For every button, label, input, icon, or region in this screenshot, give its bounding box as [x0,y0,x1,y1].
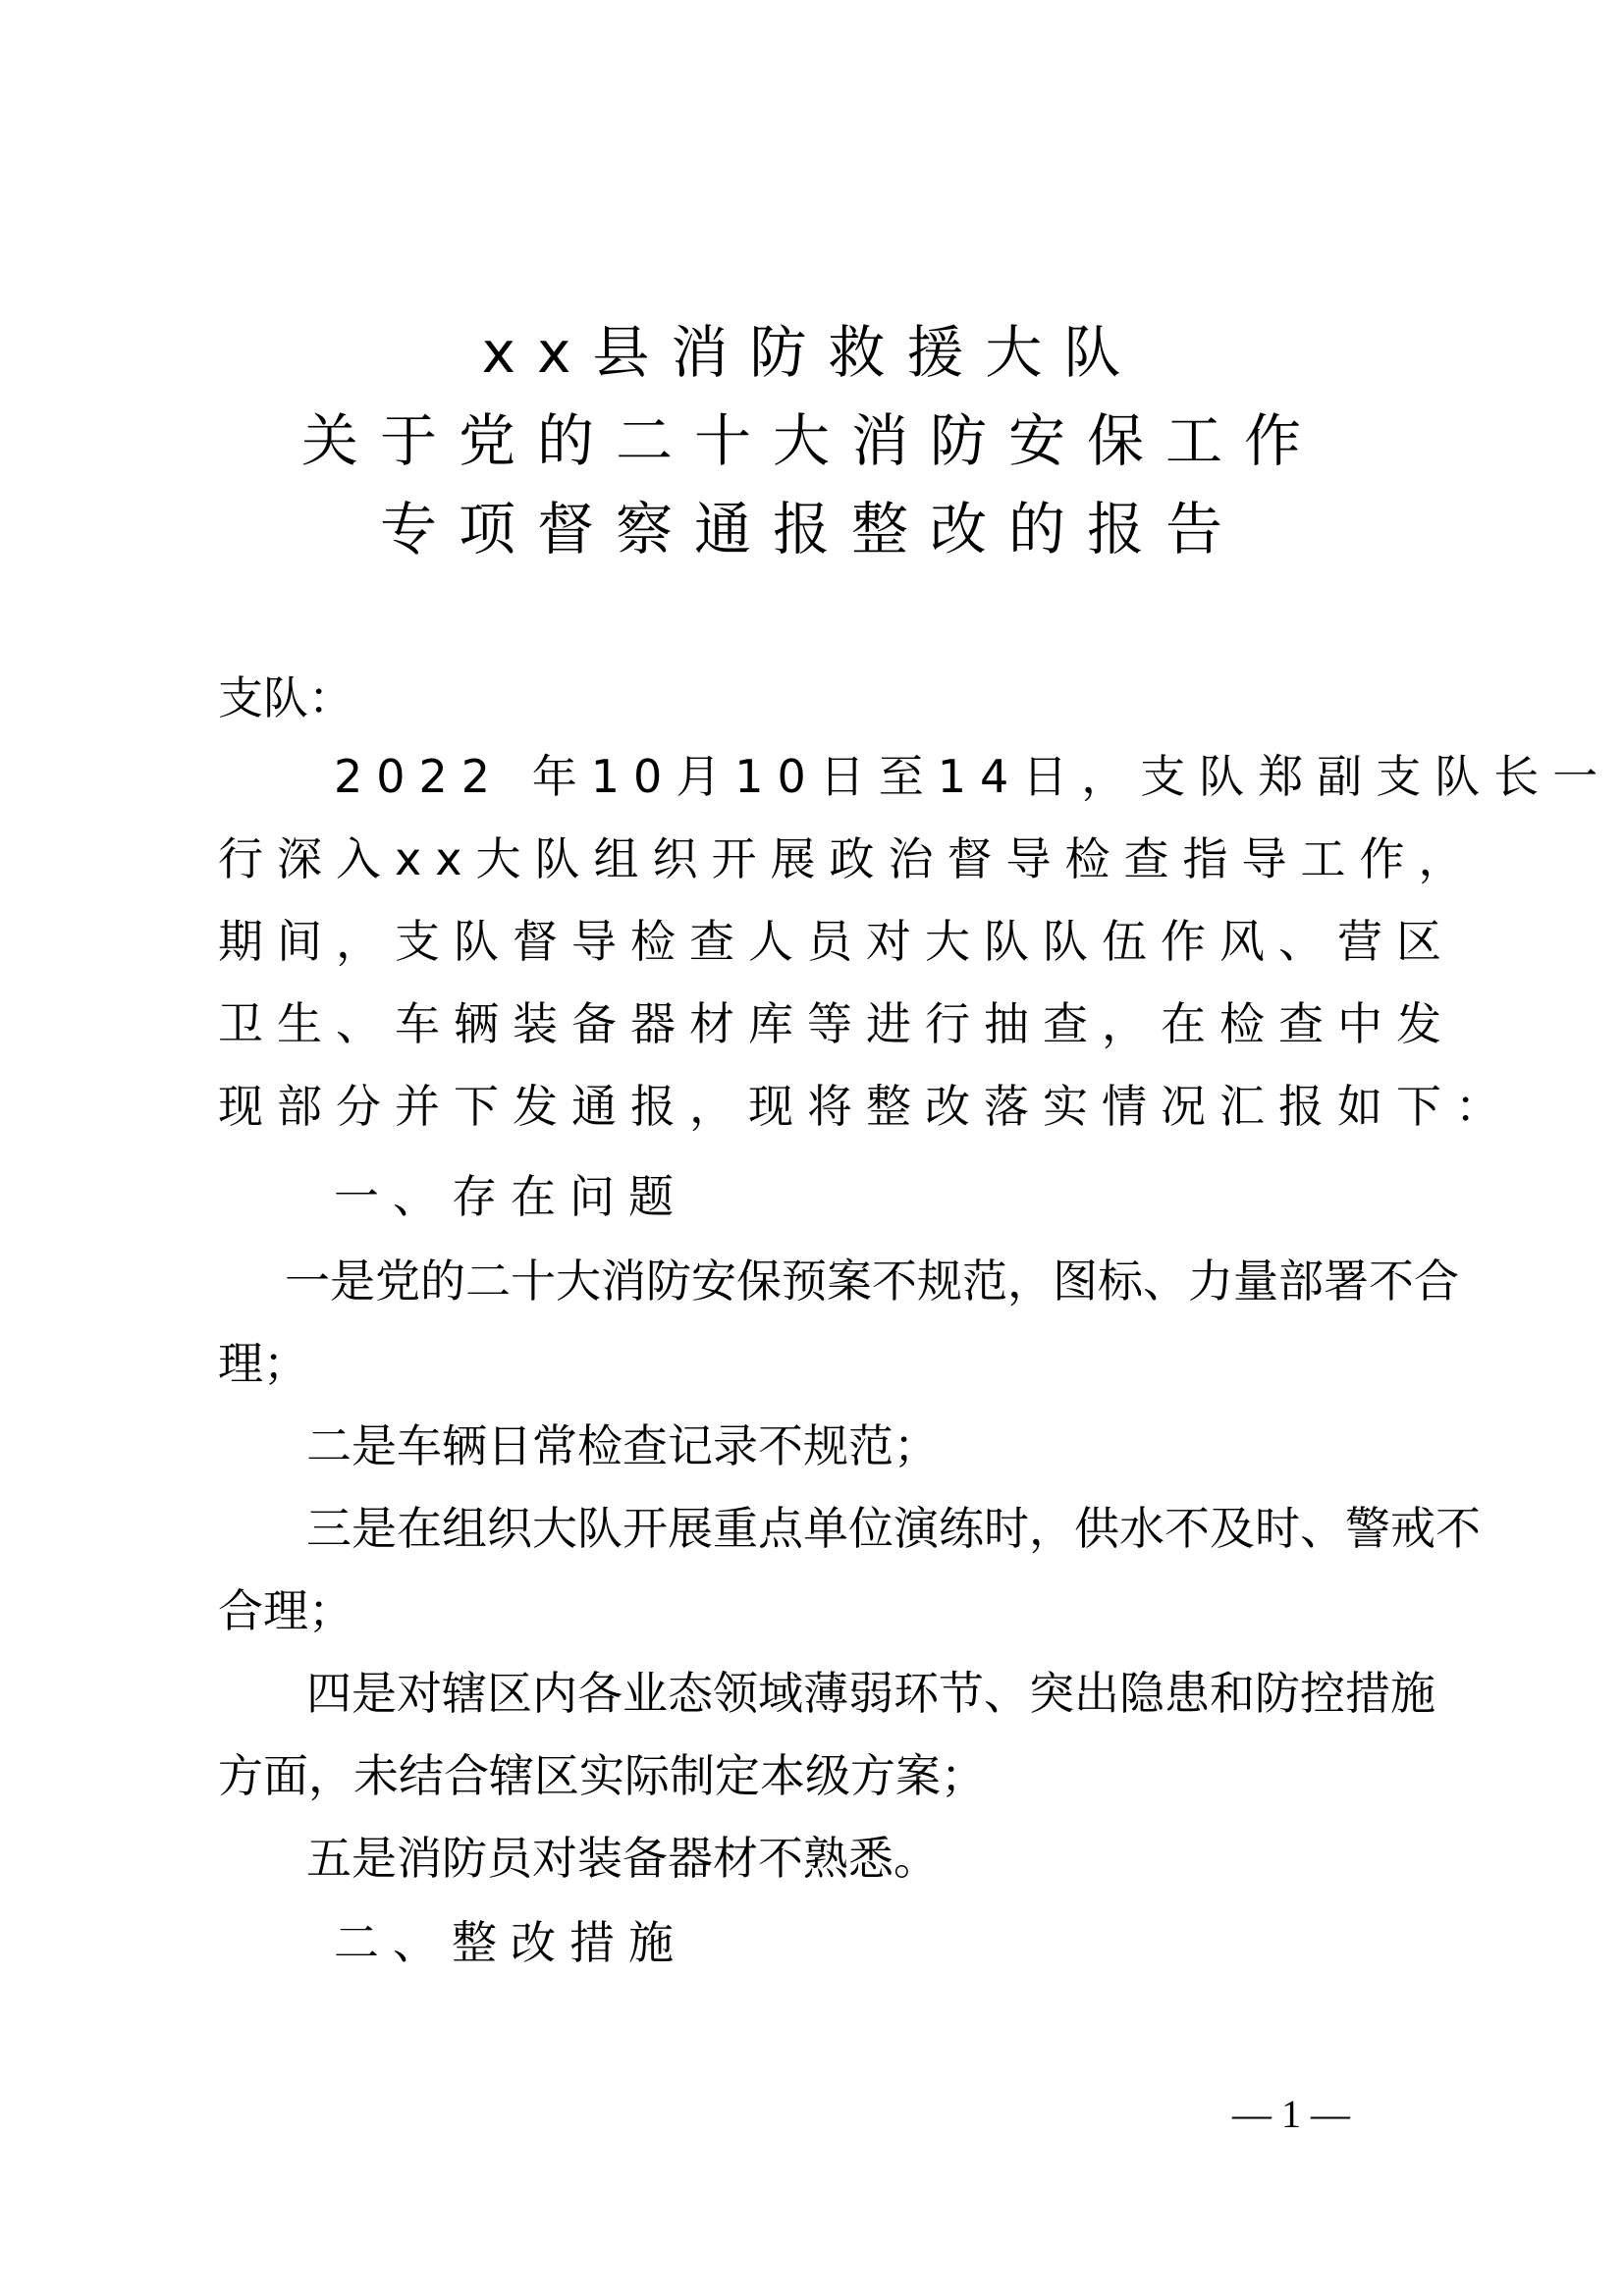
problem-5: 五是消防员对装备器材不熟悉。 [306,1832,939,1885]
title-line-3: 专项督察通报整改的报告 [379,496,1244,562]
intro-line-1: 2022 年10月10日至14日，支队郑副支队长一 [334,750,1612,803]
title-line-2: 关于党的二十大消防安保工作 [300,407,1323,474]
problem-3-line-1: 三是在组织大队开展重点单位演练时，供水不及时、警戒不 [306,1502,1481,1555]
problem-2: 二是车辆日常检查记录不规范； [306,1419,939,1472]
intro-line-2: 行深入xx大队组织开展政治督导检查指导工作， [218,832,1478,885]
salutation: 支队： [218,671,353,724]
page-number: — 1 — [1232,2092,1350,2136]
section-2-heading: 二、整改措施 [334,1916,687,1969]
intro-line-4: 卫生、车辆装备器材库等进行抽查，在检查中发 [218,997,1455,1050]
problem-1-line-1: 一是党的二十大消防安保预案不规范，图标、力量部署不合 [285,1255,1459,1308]
problem-4-line-1: 四是对辖区内各业态领域薄弱环节、突出隐患和防控措施 [306,1667,1435,1720]
problem-4-line-2: 方面，未结合辖区实际制定本级方案； [218,1749,986,1802]
problem-1-line-2: 理； [218,1337,308,1390]
title-line-1: xx县消防救援大队 [481,319,1143,386]
problem-3-line-2: 合理； [218,1584,353,1637]
intro-line-5: 现部分并下发通报，现将整改落实情况汇报如下： [218,1080,1514,1133]
intro-line-3: 期间，支队督导检查人员对大队队伍作风、营区 [218,915,1455,968]
section-1-heading: 一、存在问题 [334,1170,687,1223]
